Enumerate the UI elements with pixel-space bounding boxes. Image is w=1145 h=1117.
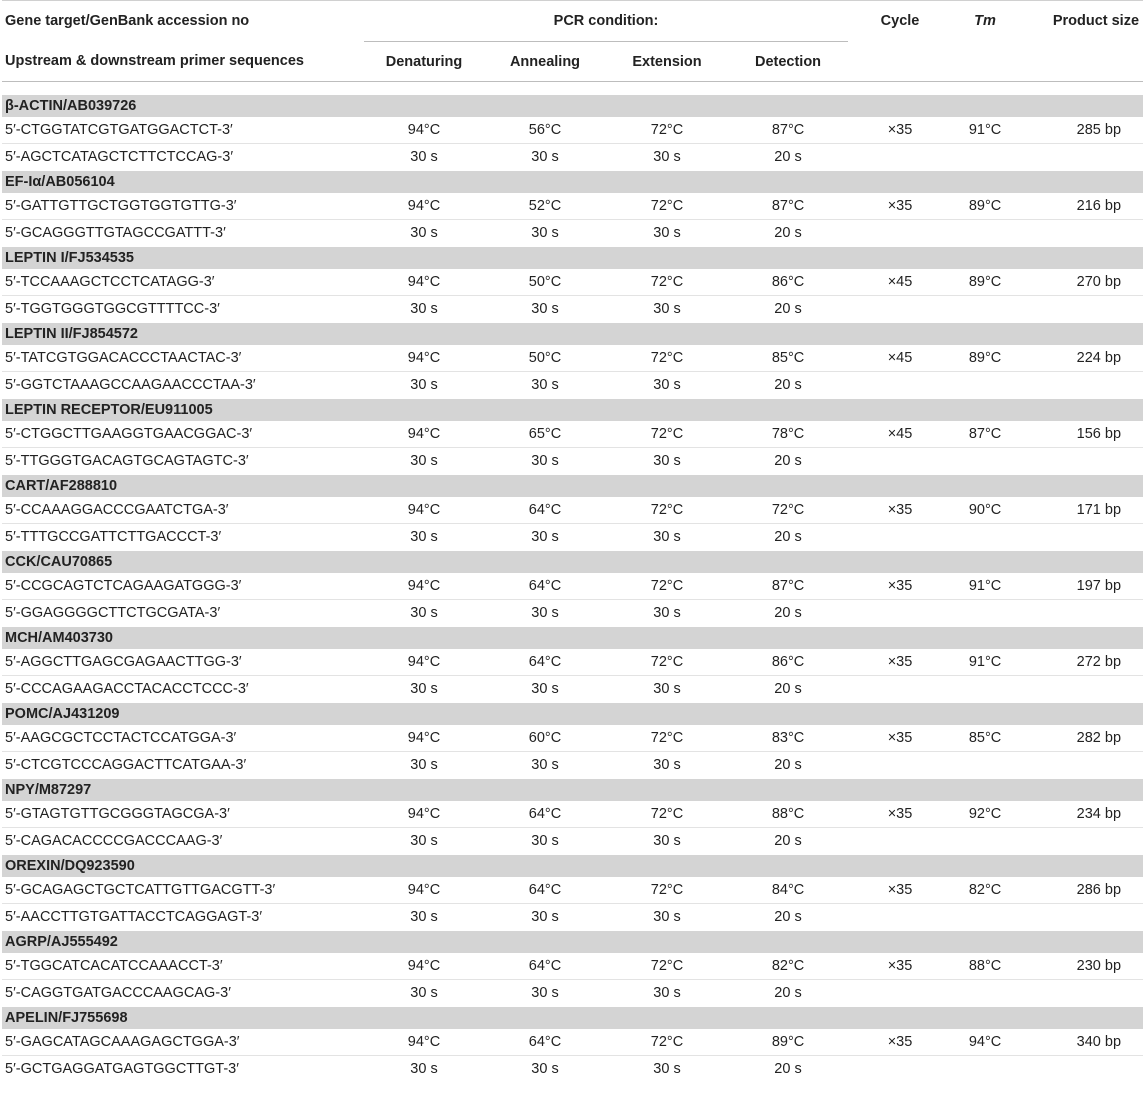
upstream-primer: 5′-CTGGTATCGTGATGGACTCT-3′	[2, 117, 364, 144]
detection-time: 20 s	[774, 681, 802, 697]
header-primer-sequences: Upstream & downstream primer sequences	[2, 42, 364, 82]
gene-header-row	[2, 323, 1143, 346]
gene-header-row	[2, 931, 1143, 954]
product-size: 197 bp	[1018, 573, 1143, 600]
extension-temp: 72°C	[606, 953, 728, 980]
cycle-count: ×35	[848, 877, 952, 904]
header-gene-target: Gene target/GenBank accession no	[2, 1, 364, 42]
annealing-time: 30 s	[531, 301, 559, 317]
gene-name: APELIN/FJ755698	[2, 1007, 1143, 1030]
extension-temp: 72°C	[606, 497, 728, 524]
detection-time: 20 s	[774, 453, 802, 469]
annealing-time: 30 s	[531, 757, 559, 773]
denaturing-time: 30 s	[410, 301, 438, 317]
annealing-time: 30 s	[531, 377, 559, 393]
cycle-count: ×35	[848, 953, 952, 980]
upstream-primer: 5′-AAGCGCTCCTACTCCATGGA-3′	[2, 725, 364, 752]
extension-time: 30 s	[653, 377, 681, 393]
primer-row-downstream	[2, 1056, 1143, 1083]
melting-temp: 94°C	[952, 1029, 1018, 1056]
denaturing-time: 30 s	[410, 757, 438, 773]
primer-row-upstream	[2, 117, 1143, 144]
gene-header-row	[2, 551, 1143, 574]
melting-temp: 89°C	[952, 345, 1018, 372]
extension-temp: 72°C	[606, 1029, 728, 1056]
extension-temp: 72°C	[606, 725, 728, 752]
primer-row-upstream	[2, 193, 1143, 220]
denaturing-time: 30 s	[410, 149, 438, 165]
annealing-time: 30 s	[531, 529, 559, 545]
cycle-count: ×35	[848, 649, 952, 676]
cycle-count: ×35	[848, 193, 952, 220]
extension-temp: 72°C	[606, 345, 728, 372]
primer-row-downstream	[2, 524, 1143, 551]
annealing-time: 30 s	[531, 833, 559, 849]
extension-time: 30 s	[653, 1061, 681, 1077]
cycle-count: ×35	[848, 497, 952, 524]
cycle-count: ×35	[848, 573, 952, 600]
denaturing-temp: 94°C	[364, 725, 484, 752]
upstream-primer: 5′-TATCGTGGACACCCTAACTAC-3′	[2, 345, 364, 372]
detection-temp: 85°C	[728, 345, 848, 372]
upstream-primer: 5′-CCAAAGGACCCGAATCTGA-3′	[2, 497, 364, 524]
downstream-primer: 5′-GCAGGGTTGTAGCCGATTT-3′	[5, 225, 226, 241]
detection-temp: 83°C	[728, 725, 848, 752]
annealing-time: 30 s	[531, 225, 559, 241]
denaturing-temp: 94°C	[364, 497, 484, 524]
pcr-primer-table	[2, 0, 1143, 1082]
denaturing-temp: 94°C	[364, 269, 484, 296]
gene-name: β-ACTIN/AB039726	[2, 95, 1143, 118]
extension-time: 30 s	[653, 909, 681, 925]
denaturing-time: 30 s	[410, 453, 438, 469]
product-size: 156 bp	[1018, 421, 1143, 448]
gene-name: MCH/AM403730	[2, 627, 1143, 650]
melting-temp: 88°C	[952, 953, 1018, 980]
detection-time: 20 s	[774, 1061, 802, 1077]
melting-temp: 90°C	[952, 497, 1018, 524]
gene-header-row	[2, 95, 1143, 118]
extension-temp: 72°C	[606, 193, 728, 220]
melting-temp: 92°C	[952, 801, 1018, 828]
header-denaturing: Denaturing	[364, 42, 484, 82]
melting-temp: 85°C	[952, 725, 1018, 752]
denaturing-temp: 94°C	[364, 877, 484, 904]
upstream-primer: 5′-GATTGTTGCTGGTGGTGTTG-3′	[2, 193, 364, 220]
primer-row-downstream	[2, 600, 1143, 627]
product-size: 216 bp	[1018, 193, 1143, 220]
denaturing-time: 30 s	[410, 833, 438, 849]
gene-header-row	[2, 475, 1143, 498]
annealing-temp: 50°C	[484, 345, 606, 372]
detection-time: 20 s	[774, 225, 802, 241]
primer-row-upstream	[2, 497, 1143, 524]
detection-temp: 88°C	[728, 801, 848, 828]
melting-temp: 89°C	[952, 193, 1018, 220]
melting-temp: 91°C	[952, 117, 1018, 144]
detection-time: 20 s	[774, 301, 802, 317]
detection-time: 20 s	[774, 149, 802, 165]
product-size: 230 bp	[1018, 953, 1143, 980]
denaturing-temp: 94°C	[364, 573, 484, 600]
primer-row-downstream	[2, 980, 1143, 1007]
product-size: 272 bp	[1018, 649, 1143, 676]
detection-temp: 86°C	[728, 269, 848, 296]
annealing-time: 30 s	[531, 1061, 559, 1077]
gene-header-row	[2, 399, 1143, 422]
gene-header-row	[2, 855, 1143, 878]
denaturing-time: 30 s	[410, 377, 438, 393]
denaturing-time: 30 s	[410, 681, 438, 697]
product-size: 340 bp	[1018, 1029, 1143, 1056]
annealing-temp: 64°C	[484, 497, 606, 524]
upstream-primer: 5′-GCAGAGCTGCTCATTGTTGACGTT-3′	[2, 877, 364, 904]
gene-name: OREXIN/DQ923590	[2, 855, 1143, 878]
detection-temp: 72°C	[728, 497, 848, 524]
header-pcr-condition: PCR condition:	[364, 1, 848, 42]
detection-temp: 82°C	[728, 953, 848, 980]
annealing-temp: 64°C	[484, 953, 606, 980]
primer-row-downstream	[2, 904, 1143, 931]
downstream-primer: 5′-TTGGGTGACAGTGCAGTAGTC-3′	[5, 453, 249, 469]
cycle-count: ×45	[848, 345, 952, 372]
table-body	[2, 82, 1143, 1083]
detection-temp: 87°C	[728, 193, 848, 220]
upstream-primer: 5′-GTAGTGTTGCGGGTAGCGA-3′	[2, 801, 364, 828]
gene-header-row	[2, 627, 1143, 650]
primer-row-downstream	[2, 296, 1143, 323]
extension-time: 30 s	[653, 681, 681, 697]
extension-time: 30 s	[653, 301, 681, 317]
gene-name: CCK/CAU70865	[2, 551, 1143, 574]
extension-temp: 72°C	[606, 117, 728, 144]
gene-name: LEPTIN II/FJ854572	[2, 323, 1143, 346]
downstream-primer: 5′-TGGTGGGTGGCGTTTTCC-3′	[5, 301, 220, 317]
product-size: 282 bp	[1018, 725, 1143, 752]
extension-time: 30 s	[653, 453, 681, 469]
annealing-temp: 64°C	[484, 573, 606, 600]
gene-name: NPY/M87297	[2, 779, 1143, 802]
header-extension: Extension	[606, 42, 728, 82]
denaturing-temp: 94°C	[364, 345, 484, 372]
primer-row-upstream	[2, 953, 1143, 980]
annealing-time: 30 s	[531, 909, 559, 925]
annealing-temp: 64°C	[484, 1029, 606, 1056]
detection-time: 20 s	[774, 833, 802, 849]
denaturing-temp: 94°C	[364, 953, 484, 980]
detection-temp: 87°C	[728, 117, 848, 144]
product-size: 171 bp	[1018, 497, 1143, 524]
upstream-primer: 5′-TCCAAAGCTCCTCATAGG-3′	[2, 269, 364, 296]
primer-row-upstream	[2, 345, 1143, 372]
annealing-temp: 56°C	[484, 117, 606, 144]
header-cycle: Cycle	[848, 1, 952, 42]
gene-header-row	[2, 1007, 1143, 1030]
upstream-primer: 5′-TGGCATCACATCCAAACCT-3′	[2, 953, 364, 980]
detection-temp: 87°C	[728, 573, 848, 600]
downstream-primer: 5′-TTTGCCGATTCTTGACCCT-3′	[5, 529, 222, 545]
extension-time: 30 s	[653, 225, 681, 241]
product-size: 285 bp	[1018, 117, 1143, 144]
extension-time: 30 s	[653, 833, 681, 849]
upstream-primer: 5′-AGGCTTGAGCGAGAACTTGG-3′	[2, 649, 364, 676]
denaturing-temp: 94°C	[364, 649, 484, 676]
gene-header-row	[2, 171, 1143, 194]
melting-temp: 87°C	[952, 421, 1018, 448]
gene-name: CART/AF288810	[2, 475, 1143, 498]
downstream-primer: 5′-GCTGAGGATGAGTGGCTTGT-3′	[5, 1061, 239, 1077]
annealing-temp: 50°C	[484, 269, 606, 296]
annealing-temp: 60°C	[484, 725, 606, 752]
detection-temp: 86°C	[728, 649, 848, 676]
header-detection: Detection	[728, 42, 848, 82]
primer-row-downstream	[2, 828, 1143, 855]
extension-temp: 72°C	[606, 649, 728, 676]
primer-row-upstream	[2, 421, 1143, 448]
denaturing-time: 30 s	[410, 605, 438, 621]
denaturing-time: 30 s	[410, 225, 438, 241]
detection-time: 20 s	[774, 605, 802, 621]
melting-temp: 82°C	[952, 877, 1018, 904]
extension-temp: 72°C	[606, 573, 728, 600]
downstream-primer: 5′-CAGACACCCCGACCCAAG-3′	[5, 833, 223, 849]
annealing-temp: 52°C	[484, 193, 606, 220]
detection-temp: 89°C	[728, 1029, 848, 1056]
denaturing-temp: 94°C	[364, 1029, 484, 1056]
denaturing-time: 30 s	[410, 1061, 438, 1077]
annealing-temp: 64°C	[484, 801, 606, 828]
gene-name: POMC/AJ431209	[2, 703, 1143, 726]
detection-time: 20 s	[774, 529, 802, 545]
primer-row-downstream	[2, 372, 1143, 399]
downstream-primer: 5′-AGCTCATAGCTCTTCTCCAG-3′	[5, 149, 234, 165]
annealing-time: 30 s	[531, 453, 559, 469]
primer-row-downstream	[2, 676, 1143, 703]
annealing-time: 30 s	[531, 149, 559, 165]
cycle-count: ×45	[848, 421, 952, 448]
header-tm: Tm	[952, 1, 1018, 42]
gene-header-row	[2, 779, 1143, 802]
melting-temp: 89°C	[952, 269, 1018, 296]
detection-time: 20 s	[774, 377, 802, 393]
header-annealing: Annealing	[484, 42, 606, 82]
gene-name: EF-Iα/AB056104	[2, 171, 1143, 194]
product-size: 224 bp	[1018, 345, 1143, 372]
upstream-primer: 5′-GAGCATAGCAAAGAGCTGGA-3′	[2, 1029, 364, 1056]
extension-time: 30 s	[653, 149, 681, 165]
primer-row-upstream	[2, 725, 1143, 752]
downstream-primer: 5′-GGTCTAAAGCCAAGAACCCTAA-3′	[5, 377, 256, 393]
denaturing-temp: 94°C	[364, 801, 484, 828]
cycle-count: ×35	[848, 1029, 952, 1056]
upstream-primer: 5′-CTGGCTTGAAGGTGAACGGAC-3′	[2, 421, 364, 448]
cycle-count: ×45	[848, 269, 952, 296]
downstream-primer: 5′-CCCAGAAGACCTACACCTCCC-3′	[5, 681, 249, 697]
primer-row-upstream	[2, 801, 1143, 828]
annealing-time: 30 s	[531, 985, 559, 1001]
detection-time: 20 s	[774, 909, 802, 925]
primer-row-upstream	[2, 573, 1143, 600]
product-size: 270 bp	[1018, 269, 1143, 296]
extension-time: 30 s	[653, 757, 681, 773]
downstream-primer: 5′-CTCGTCCCAGGACTTCATGAA-3′	[5, 757, 247, 773]
extension-temp: 72°C	[606, 421, 728, 448]
primer-row-upstream	[2, 649, 1143, 676]
extension-temp: 72°C	[606, 269, 728, 296]
annealing-temp: 64°C	[484, 877, 606, 904]
denaturing-time: 30 s	[410, 909, 438, 925]
extension-temp: 72°C	[606, 877, 728, 904]
annealing-temp: 65°C	[484, 421, 606, 448]
primer-row-downstream	[2, 752, 1143, 779]
downstream-primer: 5′-CAGGTGATGACCCAAGCAG-3′	[5, 985, 231, 1001]
detection-temp: 78°C	[728, 421, 848, 448]
cycle-count: ×35	[848, 725, 952, 752]
extension-time: 30 s	[653, 605, 681, 621]
product-size: 286 bp	[1018, 877, 1143, 904]
denaturing-time: 30 s	[410, 985, 438, 1001]
downstream-primer: 5′-GGAGGGGCTTCTGCGATA-3′	[5, 605, 221, 621]
detection-time: 20 s	[774, 985, 802, 1001]
gene-name: LEPTIN RECEPTOR/EU911005	[2, 399, 1143, 422]
annealing-time: 30 s	[531, 605, 559, 621]
downstream-primer: 5′-AACCTTGTGATTACCTCAGGAGT-3′	[5, 909, 263, 925]
gene-name: AGRP/AJ555492	[2, 931, 1143, 954]
gene-name: LEPTIN I/FJ534535	[2, 247, 1143, 270]
primer-row-downstream	[2, 220, 1143, 247]
primer-row-downstream	[2, 144, 1143, 171]
detection-time: 20 s	[774, 757, 802, 773]
extension-temp: 72°C	[606, 801, 728, 828]
extension-time: 30 s	[653, 985, 681, 1001]
annealing-time: 30 s	[531, 681, 559, 697]
melting-temp: 91°C	[952, 649, 1018, 676]
gene-header-row	[2, 703, 1143, 726]
primer-row-upstream	[2, 877, 1143, 904]
gene-header-row	[2, 247, 1143, 270]
header-product-size: Product size	[1018, 1, 1143, 42]
primer-row-upstream	[2, 1029, 1143, 1056]
upstream-primer: 5′-CCGCAGTCTCAGAAGATGGG-3′	[2, 573, 364, 600]
cycle-count: ×35	[848, 117, 952, 144]
annealing-temp: 64°C	[484, 649, 606, 676]
denaturing-temp: 94°C	[364, 421, 484, 448]
primer-row-upstream	[2, 269, 1143, 296]
extension-time: 30 s	[653, 529, 681, 545]
detection-temp: 84°C	[728, 877, 848, 904]
primer-row-downstream	[2, 448, 1143, 475]
melting-temp: 91°C	[952, 573, 1018, 600]
denaturing-temp: 94°C	[364, 117, 484, 144]
denaturing-time: 30 s	[410, 529, 438, 545]
product-size: 234 bp	[1018, 801, 1143, 828]
denaturing-temp: 94°C	[364, 193, 484, 220]
cycle-count: ×35	[848, 801, 952, 828]
